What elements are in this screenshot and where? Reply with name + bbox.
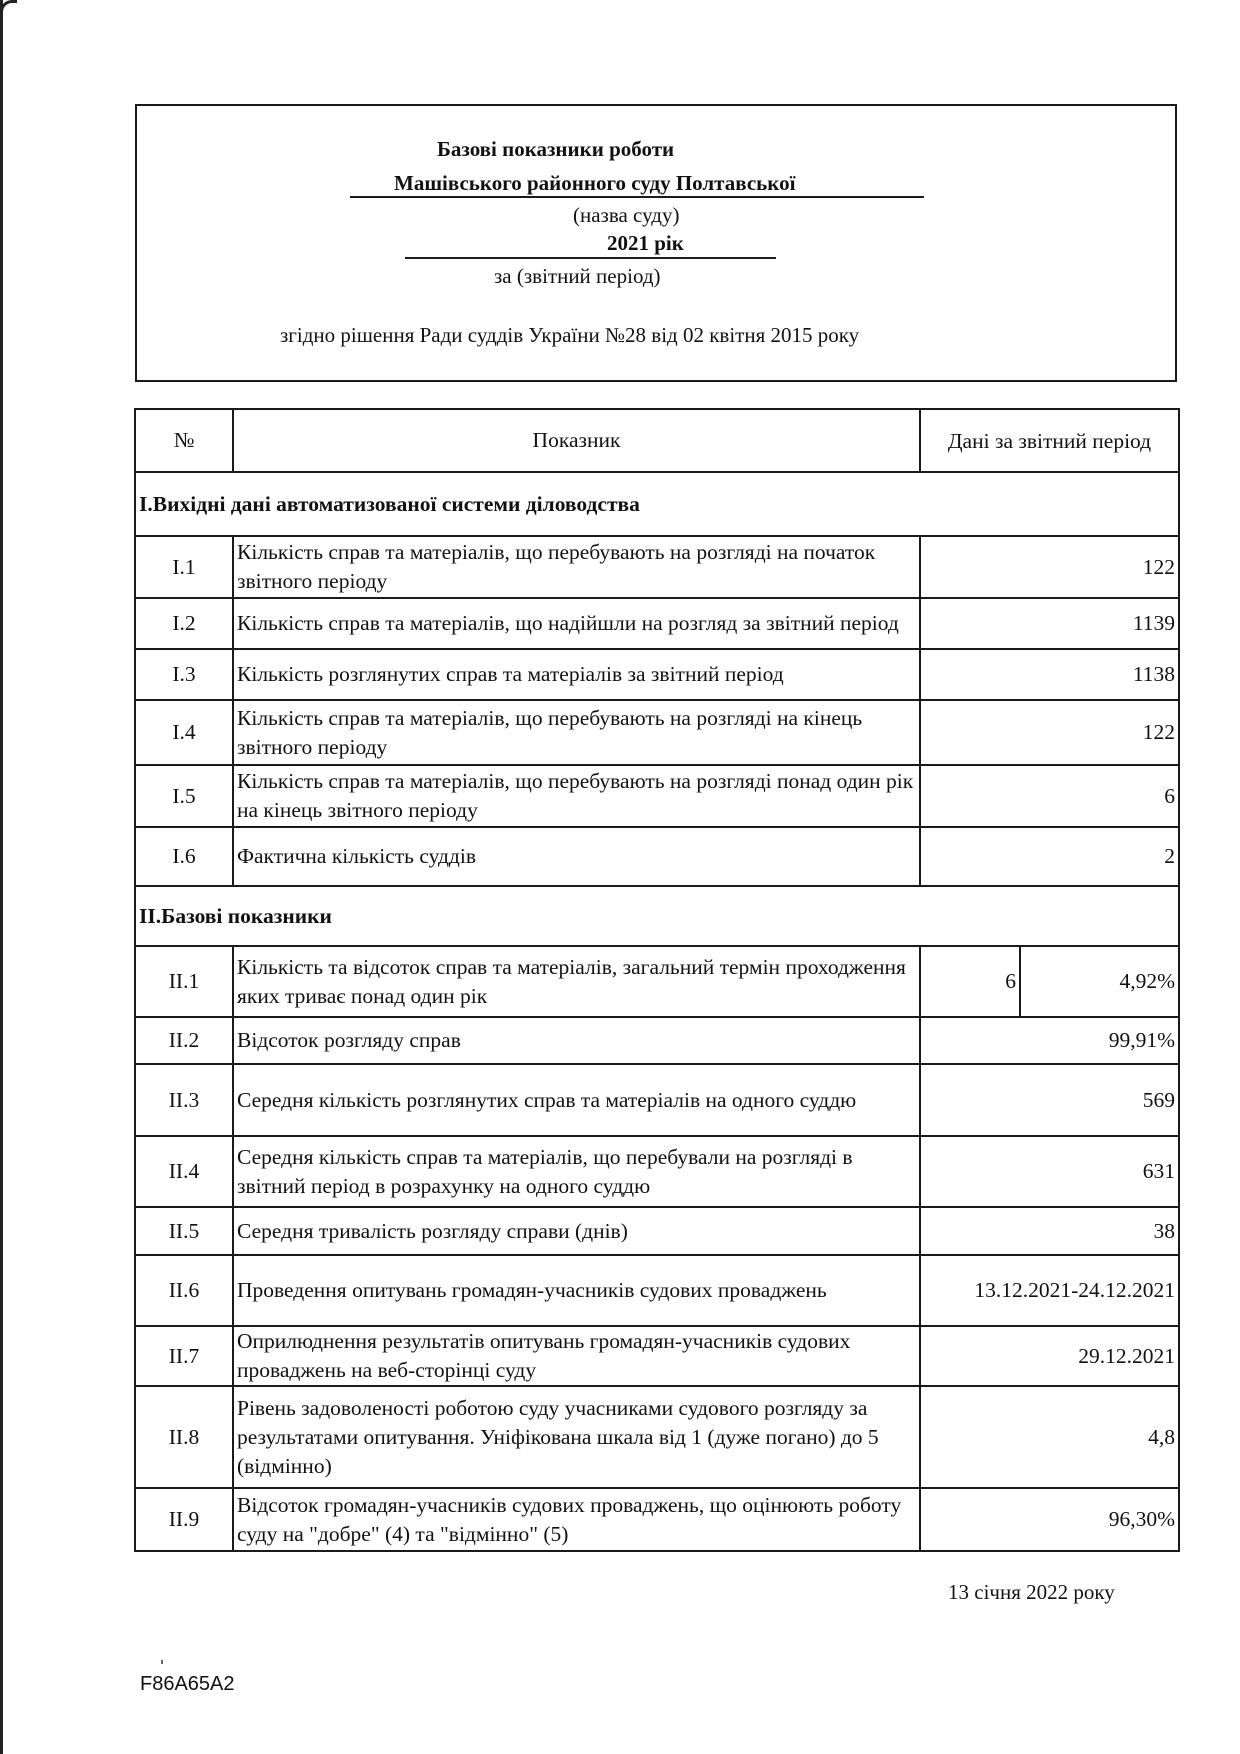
court-name-underline <box>350 196 924 198</box>
row-label: Кількість та відсоток справ та матеріалів, загальний термін проходження яких триває понад один рік <box>233 946 920 1017</box>
row-label: Кількість справ та матеріалів, що надійшли на розгляд за звітний період <box>233 598 920 649</box>
row-number: I.4 <box>135 700 233 765</box>
row-value: 1139 <box>920 598 1179 649</box>
row-value: 122 <box>920 536 1179 598</box>
page-title: Базові показники роботи <box>437 137 675 161</box>
row-number: I.2 <box>135 598 233 649</box>
row-value: 4,8 <box>920 1386 1179 1488</box>
section-title-2: II.Базові показники <box>135 886 1179 946</box>
row-value: 2 <box>920 827 1179 886</box>
row-value: 38 <box>920 1207 1179 1255</box>
row-number: II.3 <box>135 1064 233 1136</box>
report-year: 2021 рік <box>607 231 684 255</box>
row-label: Середня тривалість розгляду справи (днів) <box>233 1207 920 1255</box>
section-row <box>135 886 1179 946</box>
row-value: 631 <box>920 1136 1179 1207</box>
row-label: Проведення опитувань громадян-учасників судових проваджень <box>233 1255 920 1326</box>
row-number: II.7 <box>135 1326 233 1386</box>
row-label: Оприлюднення результатів опитувань громадян-учасників судових проваджень на веб-сторінці суду <box>233 1326 920 1386</box>
row-label: Кількість розглянутих справ та матеріалів за звітний період <box>233 649 920 700</box>
row-value: 29.12.2021 <box>920 1326 1179 1386</box>
row-value: 6 <box>920 765 1179 827</box>
col-header-number: № <box>135 409 233 472</box>
table-row <box>135 1064 1179 1136</box>
table-row <box>135 536 1179 598</box>
col-header-indicator: Показник <box>233 409 920 472</box>
row-number: II.1 <box>135 946 233 1017</box>
table-row <box>135 1255 1179 1326</box>
document-code: F86A65A2 <box>140 1673 235 1695</box>
signature-date: 13 січня 2022 року <box>948 1580 1115 1604</box>
row-label: Фактична кількість суддів <box>233 827 920 886</box>
table-row <box>135 1207 1179 1255</box>
row-label: Середня кількість розглянутих справ та матеріалів на одного суддю <box>233 1064 920 1136</box>
table-row <box>135 827 1179 886</box>
period-caption: за (звітний період) <box>494 264 661 288</box>
section-title-1: I.Вихідні дані автоматизованої системи діловодства <box>135 472 1179 536</box>
row-number: I.3 <box>135 649 233 700</box>
row-label: Середня кількість справ та матеріалів, що перебували на розгляді в звітний період в розрахунку на одного суддю <box>233 1136 920 1207</box>
table-row <box>135 1136 1179 1207</box>
row-number: II.4 <box>135 1136 233 1207</box>
row-label: Кількість справ та матеріалів, що перебувають на розгляді на початок звітного періоду <box>233 536 920 598</box>
row-number: II.8 <box>135 1386 233 1488</box>
table-row <box>135 1386 1179 1488</box>
court-caption: (назва суду) <box>573 203 680 227</box>
table-row <box>135 1326 1179 1386</box>
court-name: Машівського районного суду Полтавської <box>394 171 796 195</box>
table-row <box>135 598 1179 649</box>
row-value: 1138 <box>920 649 1179 700</box>
row-label: Рівень задоволеності роботою суду учасниками судового розгляду за результатами опитування. Уніфікована шкала від 1 (дуже погано) до 5 (відмінно) <box>233 1386 920 1488</box>
row-label: Відсоток розгляду справ <box>233 1017 920 1064</box>
table-row <box>135 946 1179 1017</box>
row-value: 13.12.2021-24.12.2021 <box>920 1255 1179 1326</box>
row-value: 569 <box>920 1064 1179 1136</box>
decision-reference: згідно рішення Ради суддів України №28 від 02 квітня 2015 року <box>280 323 860 347</box>
row-value: 122 <box>920 700 1179 765</box>
year-underline <box>405 257 776 259</box>
row-label: Відсоток громадян-учасників судових проваджень, що оцінюють роботу суду на "добре" (4) та "відмінно" (5) <box>233 1488 920 1551</box>
table-row <box>135 765 1179 827</box>
row-number: II.2 <box>135 1017 233 1064</box>
table-header-row <box>135 409 1179 472</box>
row-value-percent: 4,92% <box>1020 946 1179 1017</box>
row-value: 99,91% <box>920 1017 1179 1064</box>
row-label: Кількість справ та матеріалів, що перебувають на розгляді на кінець звітного періоду <box>233 700 920 765</box>
row-number: II.9 <box>135 1488 233 1551</box>
table-row <box>135 649 1179 700</box>
section-row <box>135 472 1179 536</box>
row-number: II.6 <box>135 1255 233 1326</box>
table-row <box>135 1017 1179 1064</box>
indicators-table <box>134 408 1180 1552</box>
row-number: I.5 <box>135 765 233 827</box>
row-label: Кількість справ та матеріалів, що перебувають на розгляді понад один рік на кінець звітного періоду <box>233 765 920 827</box>
scan-edge <box>0 0 3 1754</box>
scan-corner <box>0 0 17 17</box>
row-value: 96,30% <box>920 1488 1179 1551</box>
row-number: I.6 <box>135 827 233 886</box>
row-value-count: 6 <box>920 946 1020 1017</box>
table-row <box>135 1488 1179 1551</box>
row-number: II.5 <box>135 1207 233 1255</box>
scan-speck <box>161 1660 163 1664</box>
row-number: I.1 <box>135 536 233 598</box>
table-row <box>135 700 1179 765</box>
col-header-value: Дані за звітний період <box>920 409 1179 472</box>
